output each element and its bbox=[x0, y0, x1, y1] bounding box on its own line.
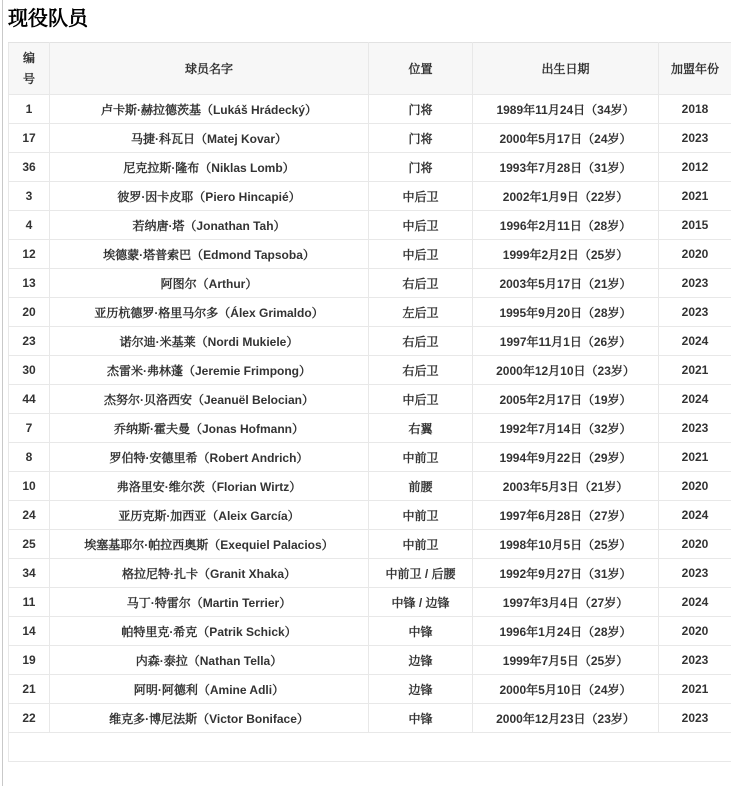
player-join-year: 2021 bbox=[659, 675, 731, 704]
player-position: 中前卫 bbox=[369, 501, 473, 530]
header-number bbox=[9, 43, 50, 95]
player-position: 中锋 bbox=[369, 704, 473, 733]
player-join-year: 2023 bbox=[659, 559, 731, 588]
player-birthdate: 1992年7月14日（32岁） bbox=[473, 414, 659, 443]
table-row bbox=[9, 646, 731, 675]
player-name: 格拉尼特·扎卡（Granit Xhaka） bbox=[50, 559, 369, 588]
player-name: 帕特里克·希克（Patrik Schick） bbox=[50, 617, 369, 646]
table-row bbox=[9, 385, 731, 414]
player-number: 25 bbox=[9, 530, 50, 559]
table-row bbox=[9, 95, 731, 124]
player-birthdate: 1993年7月28日（31岁） bbox=[473, 153, 659, 182]
table-row bbox=[9, 124, 731, 153]
squad-table-body bbox=[9, 95, 731, 733]
player-join-year: 2021 bbox=[659, 443, 731, 472]
player-birthdate: 2002年1月9日（22岁） bbox=[473, 182, 659, 211]
player-number: 20 bbox=[9, 298, 50, 327]
player-number: 23 bbox=[9, 327, 50, 356]
player-position: 边锋 bbox=[369, 646, 473, 675]
player-join-year: 2023 bbox=[659, 414, 731, 443]
player-birthdate: 2003年5月17日（21岁） bbox=[473, 269, 659, 298]
player-number: 44 bbox=[9, 385, 50, 414]
player-number: 36 bbox=[9, 153, 50, 182]
player-name: 彼罗·因卡皮耶（Piero Hincapié） bbox=[50, 182, 369, 211]
player-name: 尼克拉斯·隆布（Niklas Lomb） bbox=[50, 153, 369, 182]
player-position: 中锋 bbox=[369, 617, 473, 646]
table-row bbox=[9, 211, 731, 240]
player-join-year: 2023 bbox=[659, 646, 731, 675]
player-birthdate: 2003年5月3日（21岁） bbox=[473, 472, 659, 501]
player-position: 右后卫 bbox=[369, 327, 473, 356]
player-birthdate: 1999年7月5日（25岁） bbox=[473, 646, 659, 675]
page-container bbox=[2, 0, 731, 786]
player-join-year: 2020 bbox=[659, 240, 731, 269]
player-name: 亚历杭德罗·格里马尔多（Álex Grimaldo） bbox=[50, 298, 369, 327]
player-join-year: 2018 bbox=[659, 95, 731, 124]
player-position: 前腰 bbox=[369, 472, 473, 501]
player-number: 21 bbox=[9, 675, 50, 704]
header-number-label: 编号 bbox=[22, 50, 35, 86]
player-name: 马丁·特雷尔（Martin Terrier） bbox=[50, 588, 369, 617]
player-name: 阿图尔（Arthur） bbox=[50, 269, 369, 298]
player-birthdate: 1997年3月4日（27岁） bbox=[473, 588, 659, 617]
player-position: 中前卫 / 后腰 bbox=[369, 559, 473, 588]
player-name: 诺尔迪·米基莱（Nordi Mukiele） bbox=[50, 327, 369, 356]
player-birthdate: 1996年2月11日（28岁） bbox=[473, 211, 659, 240]
player-number: 19 bbox=[9, 646, 50, 675]
table-row bbox=[9, 327, 731, 356]
table-row bbox=[9, 472, 731, 501]
table-row bbox=[9, 269, 731, 298]
player-join-year: 2023 bbox=[659, 298, 731, 327]
player-position: 中后卫 bbox=[369, 182, 473, 211]
player-number: 24 bbox=[9, 501, 50, 530]
player-join-year: 2020 bbox=[659, 617, 731, 646]
table-row bbox=[9, 153, 731, 182]
player-join-year: 2021 bbox=[659, 182, 731, 211]
player-birthdate: 2000年12月23日（23岁） bbox=[473, 704, 659, 733]
player-position: 中后卫 bbox=[369, 385, 473, 414]
player-join-year: 2020 bbox=[659, 472, 731, 501]
player-join-year: 2020 bbox=[659, 530, 731, 559]
player-birthdate: 1998年10月5日（25岁） bbox=[473, 530, 659, 559]
table-row bbox=[9, 559, 731, 588]
table-row bbox=[9, 675, 731, 704]
player-birthdate: 2000年5月17日（24岁） bbox=[473, 124, 659, 153]
table-row bbox=[9, 617, 731, 646]
player-name: 埃塞基耶尔·帕拉西奥斯（Exequiel Palacios） bbox=[50, 530, 369, 559]
player-number: 14 bbox=[9, 617, 50, 646]
player-number: 1 bbox=[9, 95, 50, 124]
player-name: 内森·泰拉（Nathan Tella） bbox=[50, 646, 369, 675]
player-name: 罗伯特·安德里希（Robert Andrich） bbox=[50, 443, 369, 472]
player-birthdate: 2000年5月10日（24岁） bbox=[473, 675, 659, 704]
player-name: 杰雷米·弗林蓬（Jeremie Frimpong） bbox=[50, 356, 369, 385]
player-join-year: 2023 bbox=[659, 704, 731, 733]
player-number: 34 bbox=[9, 559, 50, 588]
player-position: 右后卫 bbox=[369, 269, 473, 298]
table-row bbox=[9, 182, 731, 211]
player-position: 右后卫 bbox=[369, 356, 473, 385]
table-row bbox=[9, 240, 731, 269]
header-join-year: 加盟年份 bbox=[659, 43, 731, 95]
player-birthdate: 2000年12月10日（23岁） bbox=[473, 356, 659, 385]
player-name: 阿明·阿德利（Amine Adli） bbox=[50, 675, 369, 704]
player-birthdate: 1989年11月24日（34岁） bbox=[473, 95, 659, 124]
table-row bbox=[9, 414, 731, 443]
header-player-name: 球员名字 bbox=[50, 43, 369, 95]
header-row bbox=[9, 43, 731, 95]
player-birthdate: 1997年11月1日（26岁） bbox=[473, 327, 659, 356]
player-number: 13 bbox=[9, 269, 50, 298]
player-position: 中锋 / 边锋 bbox=[369, 588, 473, 617]
player-name: 杰努尔·贝洛西安（Jeanuël Belocian） bbox=[50, 385, 369, 414]
page-title: 现役队员 bbox=[8, 8, 88, 30]
player-number: 22 bbox=[9, 704, 50, 733]
header-position: 位置 bbox=[369, 43, 473, 95]
player-birthdate: 2005年2月17日（19岁） bbox=[473, 385, 659, 414]
player-join-year: 2024 bbox=[659, 385, 731, 414]
player-position: 中前卫 bbox=[369, 443, 473, 472]
player-join-year: 2012 bbox=[659, 153, 731, 182]
player-number: 30 bbox=[9, 356, 50, 385]
player-birthdate: 1997年6月28日（27岁） bbox=[473, 501, 659, 530]
player-name: 乔纳斯·霍夫曼（Jonas Hofmann） bbox=[50, 414, 369, 443]
header-birthdate: 出生日期 bbox=[473, 43, 659, 95]
player-join-year: 2021 bbox=[659, 356, 731, 385]
player-join-year: 2024 bbox=[659, 327, 731, 356]
player-birthdate: 1995年9月20日（28岁） bbox=[473, 298, 659, 327]
player-birthdate: 1999年2月2日（25岁） bbox=[473, 240, 659, 269]
player-position: 中后卫 bbox=[369, 240, 473, 269]
empty-footer-row bbox=[9, 733, 731, 762]
player-number: 17 bbox=[9, 124, 50, 153]
squad-table bbox=[8, 42, 731, 762]
player-birthdate: 1996年1月24日（28岁） bbox=[473, 617, 659, 646]
player-join-year: 2015 bbox=[659, 211, 731, 240]
player-name: 亚历克斯·加西亚（Aleix García） bbox=[50, 501, 369, 530]
player-position: 边锋 bbox=[369, 675, 473, 704]
player-number: 4 bbox=[9, 211, 50, 240]
player-number: 11 bbox=[9, 588, 50, 617]
table-row bbox=[9, 298, 731, 327]
player-position: 门将 bbox=[369, 95, 473, 124]
player-birthdate: 1992年9月27日（31岁） bbox=[473, 559, 659, 588]
player-position: 中前卫 bbox=[369, 530, 473, 559]
table-row bbox=[9, 588, 731, 617]
player-position: 门将 bbox=[369, 153, 473, 182]
player-join-year: 2024 bbox=[659, 588, 731, 617]
empty-footer-cell bbox=[9, 733, 731, 762]
player-name: 维克多·博尼法斯（Victor Boniface） bbox=[50, 704, 369, 733]
player-join-year: 2023 bbox=[659, 124, 731, 153]
player-name: 埃德蒙·塔普索巴（Edmond Tapsoba） bbox=[50, 240, 369, 269]
player-join-year: 2023 bbox=[659, 269, 731, 298]
table-row bbox=[9, 530, 731, 559]
player-number: 8 bbox=[9, 443, 50, 472]
player-number: 3 bbox=[9, 182, 50, 211]
player-number: 7 bbox=[9, 414, 50, 443]
player-name: 马捷·科瓦日（Matej Kovar） bbox=[50, 124, 369, 153]
squad-table-header bbox=[9, 43, 731, 95]
squad-table-footer bbox=[9, 733, 731, 762]
table-row bbox=[9, 443, 731, 472]
player-position: 中后卫 bbox=[369, 211, 473, 240]
player-join-year: 2024 bbox=[659, 501, 731, 530]
player-name: 若纳唐·塔（Jonathan Tah） bbox=[50, 211, 369, 240]
table-row bbox=[9, 356, 731, 385]
player-number: 12 bbox=[9, 240, 50, 269]
player-position: 左后卫 bbox=[369, 298, 473, 327]
player-position: 门将 bbox=[369, 124, 473, 153]
player-name: 弗洛里安·维尔茨（Florian Wirtz） bbox=[50, 472, 369, 501]
player-position: 右翼 bbox=[369, 414, 473, 443]
table-row bbox=[9, 501, 731, 530]
table-row bbox=[9, 704, 731, 733]
player-number: 10 bbox=[9, 472, 50, 501]
player-name: 卢卡斯·赫拉德茨基（Lukáš Hrádecký） bbox=[50, 95, 369, 124]
player-birthdate: 1994年9月22日（29岁） bbox=[473, 443, 659, 472]
